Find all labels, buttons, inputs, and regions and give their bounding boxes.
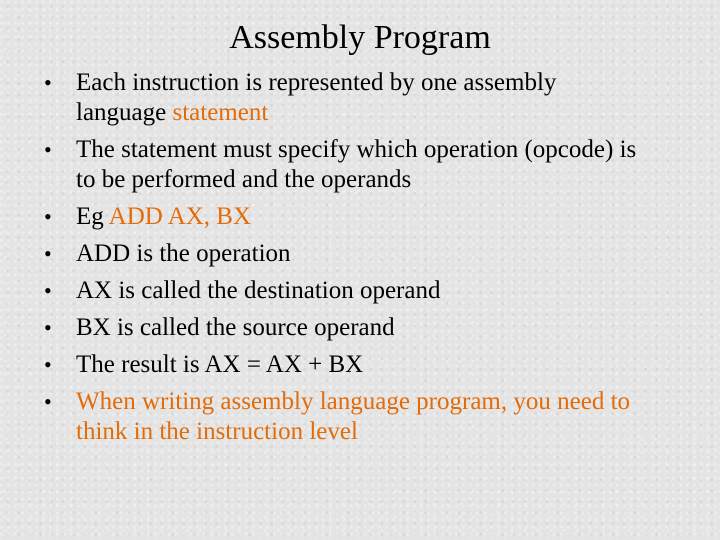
bullet-item <box>0 202 640 232</box>
bullet-dot-icon: • <box>44 389 52 414</box>
bullet-item <box>0 68 640 128</box>
bullet-text: ADD is the operation <box>76 240 291 267</box>
bullet-list <box>0 68 640 454</box>
bullet-text: Eg <box>76 203 109 230</box>
bullet-text: The statement must specify which operation (opcode) is to be performed and the operands <box>76 136 637 193</box>
slide-title: Assembly Program <box>229 19 491 56</box>
bullet-dot-icon: • <box>44 315 52 340</box>
bullet-dot-icon: • <box>44 204 52 229</box>
bullet-accent-text: ADD AX, BX <box>108 203 252 230</box>
bullet-dot-icon: • <box>44 278 52 303</box>
bullet-item <box>0 350 640 380</box>
bullet-text: Each instruction is represented by one assembly language <box>76 69 557 126</box>
bullet-dot-icon: • <box>44 352 52 377</box>
bullet-item <box>0 276 640 306</box>
bullet-text: BX is called the source operand <box>76 314 395 341</box>
bullet-item <box>0 313 640 343</box>
bullet-text: The result is AX = AX + BX <box>76 351 364 378</box>
bullet-dot-icon: • <box>44 137 52 162</box>
bullet-item <box>0 239 640 269</box>
bullet-accent-text: When writing assembly language program, you need to think in the instruction level <box>76 388 631 445</box>
bullet-item <box>0 387 640 447</box>
bullet-item <box>0 135 640 195</box>
bullet-dot-icon: • <box>44 70 52 95</box>
bullet-accent-text: statement <box>172 99 269 126</box>
bullet-dot-icon: • <box>44 241 52 266</box>
bullet-text: AX is called the destination operand <box>76 277 441 304</box>
